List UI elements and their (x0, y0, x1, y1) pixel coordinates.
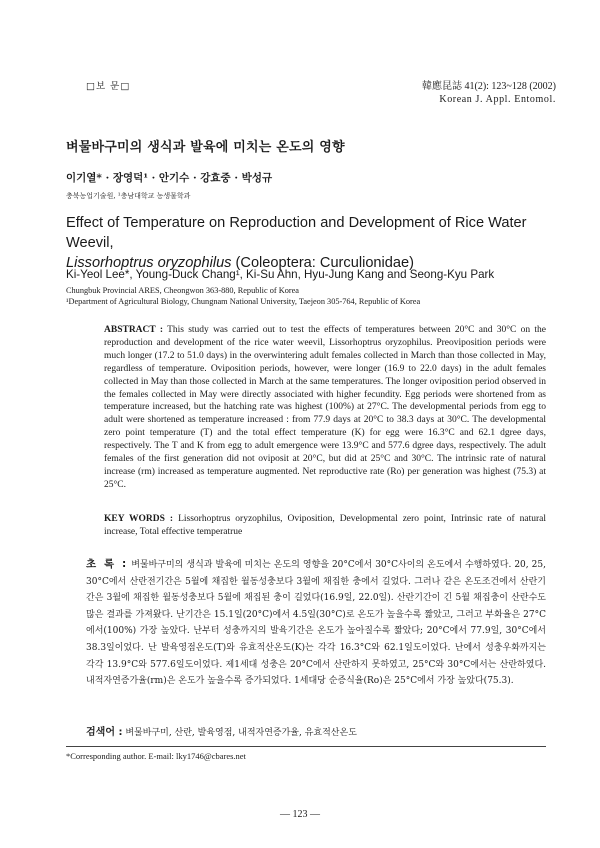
korean-affiliation: 충북농업기술원, ¹충남대학교 농생물학과 (66, 192, 191, 200)
footnote-divider (66, 746, 546, 747)
korean-summary-text: 벼물바구미의 생식과 발육에 미치는 온도의 영향을 20°C에서 30°C사이의 온도에서 수행하였다. 20, 25, 30°C에서 산란전기간은 5월에 채집한 월동성충보다 3월에 채집한 충에서 길었다. 그러나 같은 온도조건에서 산란기간은 3월에 채집한 월동성충보다 5월에 채집된 충이 길었다(16.9일, 22.0일). 산란기간이 긴 5월 채집충이 산란수도 많은 결과를 가져왔다. 난기간은 15.1일(20°C)에서 4.5일(30°C)로 온도가 높을수록 짧았고, 그러고 부화율은 27°C에서(100%) 가장 높았다. 난부터 성충까지의 발육기간은 온도가 높아질수록 짧았다; 20°C에서 77.9일, 30°C에서 38.3일이었다. 난 발육영점온도(T)와 유효적산온도(K)는 각각 16.3°C와 62.1일도이었다. 난에서 성충우화까지는 각각 13.9°C와 577.6일도이었다. 제1세대 성충은 20°C에서 산란하지 못하였고, 25°C와 30°C에서는 산란하였다. 내적자연증가율(rm)은 온도가 높을수록 증가되었다. 1세대당 순증식율(Ro)은 25°C에서 가장 높았다(75.3). (86, 560, 546, 687)
affiliation-2: ¹Department of Agricultural Biology, Chungnam National University, Taejeon 305-764, Republic of Korea (66, 296, 421, 306)
species-name: Lissorhoptrus oryzophilus (66, 255, 232, 271)
korean-keywords-text: 벼물바구미, 산란, 발육영점, 내적자연증가율, 유효적산온도 (125, 728, 357, 738)
korean-summary-label: 초 록 : (86, 558, 129, 570)
footnote: *Corresponding author. E-mail: lky1746@cbares.net (66, 751, 246, 761)
abstract-label: ABSTRACT : (104, 325, 163, 335)
english-authors: Ki-Yeol Lee*, Young-Duck Chang¹, Ki-Su Ahn, Hyu-Jung Kang and Seong-Kyu Park (66, 268, 495, 281)
korean-keywords (86, 723, 546, 738)
abstract-text: This study was carried out to test the effects of temperatures between 20°C and 30°C on the reproduction and development of the rice water weevil, Lissorhoptrus oryzophilus. Preoviposition periods were much longer (17.2 to 51.0 days) in the overwintering adult females collected in March than those collected in May, regardless of temperature. Oviposition periods, however, were longer (16.9 to 22.0 days) in the adult females collected in May than those collected in March at the same temperatures. The longer oviposition period observed in the females collected in May were directly associated with higher fecundity. Egg periods were shortened from as temperature increased, but the hatching rate was highest (100%) at 27°C. The developmental periods from egg to adult were shortened as temperature increased : from 77.9 days at 20°C to 38.3 days at 30°C. The developmental zero point temperature (T) and the total effect temperature (K) for egg were 16.3°C and 62.1 dgree days, respectively. The T and K from egg to adult emergence were 13.9°C and 577.6 dgree days, respectively. The adult females of the first generation did not oviposit at 20°C, but did at 25°C and 30°C. The intrinsic rate of natural increase (rm) increased as temperature augmented. Net reproductive rate (Ro) per generation was highest (75.3) at 25°C. (104, 325, 546, 490)
korean-keywords-label: 검색어 : (86, 727, 123, 738)
section-tag: □보 문□ (86, 81, 131, 92)
english-title-line1: Effect of Temperature on Reproduction and Development of Rice Water Weevil, (66, 215, 527, 251)
keywords-label: KEY WORDS : (104, 514, 174, 524)
affiliation-1: Chungbuk Provincial ARES, Cheongwon 363-880, Republic of Korea (66, 286, 299, 295)
english-title-taxonomy: (Coleoptera: Curculionidae) (231, 255, 414, 271)
abstract (104, 324, 546, 492)
journal-citation (422, 80, 556, 106)
english-affiliations (66, 286, 420, 307)
keywords-text: Lissorhoptrus oryzophilus, Oviposition, Developmental zero point, Intrinsic rate of natural increase, Total effective temperatrue (104, 514, 547, 537)
keywords (104, 513, 546, 539)
page-number: — 123 — (280, 809, 320, 820)
journal-name: Korean J. Appl. Entomol. (439, 94, 556, 105)
english-title (66, 213, 566, 273)
journal-citation-line: 韓應昆誌 41(2): 123~128 (2002) (421, 81, 556, 92)
korean-title: 벼물바구미의 생식과 발육에 미치는 온도의 영향 (66, 140, 345, 155)
korean-summary (86, 556, 546, 690)
korean-authors: 이기열* · 장영덕¹ · 안기수 · 강효중 · 박성규 (66, 172, 273, 184)
